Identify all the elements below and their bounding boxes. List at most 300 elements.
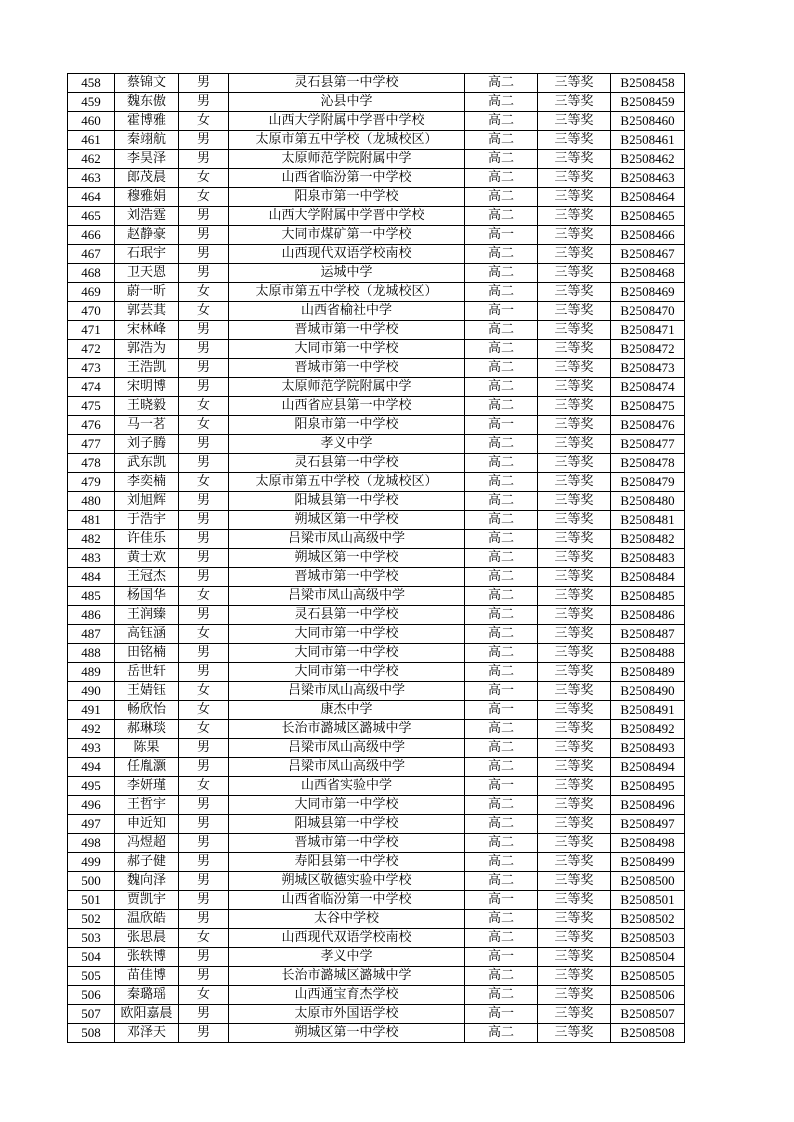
school-cell: 灵石县第一中学校 (229, 606, 465, 625)
table-row (68, 283, 685, 302)
school-cell: 太原市第五中学校（龙城校区） (229, 283, 465, 302)
certificate-id-cell: B2508464 (611, 188, 685, 207)
award-table-body (68, 74, 685, 1043)
student-name-cell: 畅欣怡 (115, 701, 179, 720)
award-level-cell: 三等奖 (538, 587, 611, 606)
school-cell: 大同市第一中学校 (229, 644, 465, 663)
row-number-cell: 483 (68, 549, 115, 568)
grade-cell: 高二 (465, 910, 538, 929)
row-number-cell: 462 (68, 150, 115, 169)
award-level-cell: 三等奖 (538, 967, 611, 986)
certificate-id-cell: B2508482 (611, 530, 685, 549)
school-cell: 山西大学附属中学晋中学校 (229, 112, 465, 131)
student-name-cell: 李奕楠 (115, 473, 179, 492)
award-level-cell: 三等奖 (538, 302, 611, 321)
certificate-id-cell: B2508507 (611, 1005, 685, 1024)
school-cell: 灵石县第一中学校 (229, 74, 465, 93)
table-row (68, 948, 685, 967)
row-number-cell: 488 (68, 644, 115, 663)
row-number-cell: 486 (68, 606, 115, 625)
table-row (68, 150, 685, 169)
student-name-cell: 温欣皓 (115, 910, 179, 929)
certificate-id-cell: B2508487 (611, 625, 685, 644)
award-level-cell: 三等奖 (538, 568, 611, 587)
gender-cell: 男 (179, 264, 229, 283)
row-number-cell: 487 (68, 625, 115, 644)
student-name-cell: 田铭楠 (115, 644, 179, 663)
certificate-id-cell: B2508466 (611, 226, 685, 245)
student-name-cell: 陈果 (115, 739, 179, 758)
table-row (68, 188, 685, 207)
row-number-cell: 458 (68, 74, 115, 93)
table-row (68, 872, 685, 891)
school-cell: 孝义中学 (229, 948, 465, 967)
gender-cell: 女 (179, 929, 229, 948)
table-row (68, 397, 685, 416)
gender-cell: 女 (179, 587, 229, 606)
row-number-cell: 476 (68, 416, 115, 435)
row-number-cell: 507 (68, 1005, 115, 1024)
grade-cell: 高二 (465, 739, 538, 758)
certificate-id-cell: B2508476 (611, 416, 685, 435)
row-number-cell: 480 (68, 492, 115, 511)
award-level-cell: 三等奖 (538, 492, 611, 511)
gender-cell: 男 (179, 891, 229, 910)
award-level-cell: 三等奖 (538, 397, 611, 416)
certificate-id-cell: B2508499 (611, 853, 685, 872)
gender-cell: 男 (179, 549, 229, 568)
table-row (68, 891, 685, 910)
row-number-cell: 475 (68, 397, 115, 416)
award-level-cell: 三等奖 (538, 777, 611, 796)
grade-cell: 高二 (465, 511, 538, 530)
school-cell: 山西现代双语学校南校 (229, 245, 465, 264)
school-cell: 太原市外国语学校 (229, 1005, 465, 1024)
award-level-cell: 三等奖 (538, 473, 611, 492)
gender-cell: 女 (179, 112, 229, 131)
student-name-cell: 王润臻 (115, 606, 179, 625)
school-cell: 太原师范学院附属中学 (229, 150, 465, 169)
award-table (67, 73, 685, 1043)
certificate-id-cell: B2508475 (611, 397, 685, 416)
certificate-id-cell: B2508462 (611, 150, 685, 169)
row-number-cell: 474 (68, 378, 115, 397)
gender-cell: 男 (179, 321, 229, 340)
school-cell: 晋城市第一中学校 (229, 321, 465, 340)
student-name-cell: 杨国华 (115, 587, 179, 606)
school-cell: 沁县中学 (229, 93, 465, 112)
table-row (68, 245, 685, 264)
table-row (68, 644, 685, 663)
row-number-cell: 496 (68, 796, 115, 815)
award-level-cell: 三等奖 (538, 1024, 611, 1043)
school-cell: 吕梁市凤山高级中学 (229, 587, 465, 606)
row-number-cell: 498 (68, 834, 115, 853)
table-row (68, 625, 685, 644)
table-row (68, 378, 685, 397)
grade-cell: 高二 (465, 549, 538, 568)
certificate-id-cell: B2508492 (611, 720, 685, 739)
certificate-id-cell: B2508480 (611, 492, 685, 511)
grade-cell: 高二 (465, 872, 538, 891)
table-row (68, 549, 685, 568)
gender-cell: 男 (179, 454, 229, 473)
gender-cell: 男 (179, 758, 229, 777)
row-number-cell: 468 (68, 264, 115, 283)
school-cell: 晋城市第一中学校 (229, 834, 465, 853)
award-list-sheet (67, 73, 685, 1043)
school-cell: 吕梁市凤山高级中学 (229, 530, 465, 549)
gender-cell: 女 (179, 625, 229, 644)
school-cell: 太原市第五中学校（龙城校区） (229, 473, 465, 492)
award-level-cell: 三等奖 (538, 93, 611, 112)
school-cell: 大同市第一中学校 (229, 663, 465, 682)
row-number-cell: 503 (68, 929, 115, 948)
table-row (68, 492, 685, 511)
gender-cell: 男 (179, 492, 229, 511)
grade-cell: 高二 (465, 264, 538, 283)
award-level-cell: 三等奖 (538, 131, 611, 150)
certificate-id-cell: B2508463 (611, 169, 685, 188)
award-level-cell: 三等奖 (538, 226, 611, 245)
table-row (68, 454, 685, 473)
student-name-cell: 卫天恩 (115, 264, 179, 283)
student-name-cell: 欧阳嘉晨 (115, 1005, 179, 1024)
certificate-id-cell: B2508473 (611, 359, 685, 378)
certificate-id-cell: B2508503 (611, 929, 685, 948)
table-row (68, 74, 685, 93)
student-name-cell: 贾凯宇 (115, 891, 179, 910)
row-number-cell: 494 (68, 758, 115, 777)
gender-cell: 男 (179, 739, 229, 758)
school-cell: 山西通宝育杰学校 (229, 986, 465, 1005)
row-number-cell: 504 (68, 948, 115, 967)
grade-cell: 高二 (465, 929, 538, 948)
school-cell: 朔城区第一中学校 (229, 511, 465, 530)
table-row (68, 359, 685, 378)
grade-cell: 高二 (465, 454, 538, 473)
certificate-id-cell: B2508461 (611, 131, 685, 150)
school-cell: 大同市第一中学校 (229, 625, 465, 644)
student-name-cell: 郭浩为 (115, 340, 179, 359)
award-level-cell: 三等奖 (538, 321, 611, 340)
student-name-cell: 李昊泽 (115, 150, 179, 169)
gender-cell: 女 (179, 283, 229, 302)
grade-cell: 高二 (465, 530, 538, 549)
certificate-id-cell: B2508472 (611, 340, 685, 359)
row-number-cell: 466 (68, 226, 115, 245)
award-level-cell: 三等奖 (538, 416, 611, 435)
table-row (68, 682, 685, 701)
gender-cell: 男 (179, 530, 229, 549)
grade-cell: 高二 (465, 986, 538, 1005)
grade-cell: 高二 (465, 150, 538, 169)
school-cell: 太原师范学院附属中学 (229, 378, 465, 397)
student-name-cell: 郎茂晨 (115, 169, 179, 188)
award-level-cell: 三等奖 (538, 150, 611, 169)
row-number-cell: 501 (68, 891, 115, 910)
certificate-id-cell: B2508481 (611, 511, 685, 530)
student-name-cell: 宋林峰 (115, 321, 179, 340)
row-number-cell: 485 (68, 587, 115, 606)
award-level-cell: 三等奖 (538, 435, 611, 454)
table-row (68, 131, 685, 150)
award-level-cell: 三等奖 (538, 758, 611, 777)
grade-cell: 高二 (465, 321, 538, 340)
grade-cell: 高二 (465, 625, 538, 644)
row-number-cell: 472 (68, 340, 115, 359)
school-cell: 阳城县第一中学校 (229, 492, 465, 511)
student-name-cell: 王冠杰 (115, 568, 179, 587)
certificate-id-cell: B2508479 (611, 473, 685, 492)
table-row (68, 321, 685, 340)
student-name-cell: 秦翊航 (115, 131, 179, 150)
student-name-cell: 申近知 (115, 815, 179, 834)
award-level-cell: 三等奖 (538, 929, 611, 948)
award-level-cell: 三等奖 (538, 948, 611, 967)
row-number-cell: 461 (68, 131, 115, 150)
student-name-cell: 马一茗 (115, 416, 179, 435)
student-name-cell: 刘浩霆 (115, 207, 179, 226)
row-number-cell: 459 (68, 93, 115, 112)
gender-cell: 女 (179, 720, 229, 739)
student-name-cell: 郝子健 (115, 853, 179, 872)
table-row (68, 112, 685, 131)
row-number-cell: 495 (68, 777, 115, 796)
gender-cell: 男 (179, 815, 229, 834)
grade-cell: 高二 (465, 853, 538, 872)
certificate-id-cell: B2508484 (611, 568, 685, 587)
grade-cell: 高二 (465, 796, 538, 815)
school-cell: 山西现代双语学校南校 (229, 929, 465, 948)
award-level-cell: 三等奖 (538, 530, 611, 549)
grade-cell: 高一 (465, 226, 538, 245)
gender-cell: 男 (179, 93, 229, 112)
school-cell: 山西省应县第一中学校 (229, 397, 465, 416)
gender-cell: 男 (179, 834, 229, 853)
award-level-cell: 三等奖 (538, 207, 611, 226)
school-cell: 阳泉市第一中学校 (229, 188, 465, 207)
award-level-cell: 三等奖 (538, 739, 611, 758)
table-row (68, 416, 685, 435)
gender-cell: 男 (179, 796, 229, 815)
student-name-cell: 赵静豪 (115, 226, 179, 245)
table-row (68, 796, 685, 815)
row-number-cell: 479 (68, 473, 115, 492)
row-number-cell: 477 (68, 435, 115, 454)
school-cell: 山西省临汾第一中学校 (229, 891, 465, 910)
table-row (68, 473, 685, 492)
student-name-cell: 苗佳博 (115, 967, 179, 986)
award-level-cell: 三等奖 (538, 1005, 611, 1024)
grade-cell: 高二 (465, 169, 538, 188)
row-number-cell: 489 (68, 663, 115, 682)
award-level-cell: 三等奖 (538, 701, 611, 720)
table-row (68, 986, 685, 1005)
row-number-cell: 478 (68, 454, 115, 473)
certificate-id-cell: B2508460 (611, 112, 685, 131)
student-name-cell: 魏东傲 (115, 93, 179, 112)
award-level-cell: 三等奖 (538, 549, 611, 568)
gender-cell: 男 (179, 435, 229, 454)
table-row (68, 511, 685, 530)
school-cell: 阳城县第一中学校 (229, 815, 465, 834)
student-name-cell: 魏向泽 (115, 872, 179, 891)
award-level-cell: 三等奖 (538, 644, 611, 663)
table-row (68, 587, 685, 606)
school-cell: 太原市第五中学校（龙城校区） (229, 131, 465, 150)
certificate-id-cell: B2508465 (611, 207, 685, 226)
grade-cell: 高一 (465, 416, 538, 435)
grade-cell: 高二 (465, 473, 538, 492)
student-name-cell: 于浩宇 (115, 511, 179, 530)
row-number-cell: 482 (68, 530, 115, 549)
award-level-cell: 三等奖 (538, 264, 611, 283)
student-name-cell: 王浩凯 (115, 359, 179, 378)
award-level-cell: 三等奖 (538, 454, 611, 473)
gender-cell: 男 (179, 226, 229, 245)
student-name-cell: 郭芸萁 (115, 302, 179, 321)
row-number-cell: 460 (68, 112, 115, 131)
student-name-cell: 刘旭辉 (115, 492, 179, 511)
certificate-id-cell: B2508496 (611, 796, 685, 815)
table-row (68, 777, 685, 796)
student-name-cell: 石珉宇 (115, 245, 179, 264)
grade-cell: 高二 (465, 397, 538, 416)
student-name-cell: 张思晨 (115, 929, 179, 948)
student-name-cell: 宋明博 (115, 378, 179, 397)
award-level-cell: 三等奖 (538, 283, 611, 302)
certificate-id-cell: B2508470 (611, 302, 685, 321)
table-row (68, 264, 685, 283)
gender-cell: 男 (179, 568, 229, 587)
school-cell: 山西大学附属中学晋中学校 (229, 207, 465, 226)
certificate-id-cell: B2508490 (611, 682, 685, 701)
gender-cell: 男 (179, 359, 229, 378)
table-row (68, 815, 685, 834)
table-row (68, 568, 685, 587)
grade-cell: 高一 (465, 1005, 538, 1024)
row-number-cell: 493 (68, 739, 115, 758)
gender-cell: 男 (179, 872, 229, 891)
school-cell: 朔城区第一中学校 (229, 1024, 465, 1043)
award-level-cell: 三等奖 (538, 853, 611, 872)
award-level-cell: 三等奖 (538, 511, 611, 530)
gender-cell: 男 (179, 245, 229, 264)
row-number-cell: 471 (68, 321, 115, 340)
school-cell: 太谷中学校 (229, 910, 465, 929)
table-row (68, 169, 685, 188)
grade-cell: 高一 (465, 682, 538, 701)
school-cell: 吕梁市凤山高级中学 (229, 682, 465, 701)
row-number-cell: 467 (68, 245, 115, 264)
certificate-id-cell: B2508493 (611, 739, 685, 758)
grade-cell: 高二 (465, 131, 538, 150)
school-cell: 晋城市第一中学校 (229, 568, 465, 587)
table-row (68, 910, 685, 929)
gender-cell: 女 (179, 473, 229, 492)
certificate-id-cell: B2508504 (611, 948, 685, 967)
certificate-id-cell: B2508489 (611, 663, 685, 682)
table-row (68, 720, 685, 739)
certificate-id-cell: B2508494 (611, 758, 685, 777)
table-row (68, 435, 685, 454)
award-level-cell: 三等奖 (538, 815, 611, 834)
certificate-id-cell: B2508491 (611, 701, 685, 720)
grade-cell: 高二 (465, 587, 538, 606)
gender-cell: 男 (179, 207, 229, 226)
certificate-id-cell: B2508483 (611, 549, 685, 568)
student-name-cell: 邓泽天 (115, 1024, 179, 1043)
grade-cell: 高二 (465, 93, 538, 112)
student-name-cell: 郝琳琰 (115, 720, 179, 739)
gender-cell: 男 (179, 1005, 229, 1024)
certificate-id-cell: B2508469 (611, 283, 685, 302)
table-row (68, 302, 685, 321)
grade-cell: 高二 (465, 74, 538, 93)
certificate-id-cell: B2508474 (611, 378, 685, 397)
school-cell: 运城中学 (229, 264, 465, 283)
grade-cell: 高二 (465, 815, 538, 834)
certificate-id-cell: B2508500 (611, 872, 685, 891)
row-number-cell: 463 (68, 169, 115, 188)
row-number-cell: 500 (68, 872, 115, 891)
award-level-cell: 三等奖 (538, 188, 611, 207)
row-number-cell: 464 (68, 188, 115, 207)
student-name-cell: 冯煜超 (115, 834, 179, 853)
row-number-cell: 502 (68, 910, 115, 929)
grade-cell: 高二 (465, 378, 538, 397)
grade-cell: 高二 (465, 663, 538, 682)
grade-cell: 高二 (465, 492, 538, 511)
table-row (68, 929, 685, 948)
award-level-cell: 三等奖 (538, 891, 611, 910)
award-level-cell: 三等奖 (538, 682, 611, 701)
certificate-id-cell: B2508498 (611, 834, 685, 853)
school-cell: 康杰中学 (229, 701, 465, 720)
gender-cell: 女 (179, 397, 229, 416)
certificate-id-cell: B2508497 (611, 815, 685, 834)
gender-cell: 男 (179, 131, 229, 150)
award-level-cell: 三等奖 (538, 663, 611, 682)
school-cell: 阳泉市第一中学校 (229, 416, 465, 435)
award-level-cell: 三等奖 (538, 910, 611, 929)
grade-cell: 高二 (465, 435, 538, 454)
gender-cell: 男 (179, 910, 229, 929)
row-number-cell: 505 (68, 967, 115, 986)
award-level-cell: 三等奖 (538, 378, 611, 397)
student-name-cell: 霍博雅 (115, 112, 179, 131)
table-row (68, 1024, 685, 1043)
grade-cell: 高二 (465, 112, 538, 131)
certificate-id-cell: B2508488 (611, 644, 685, 663)
gender-cell: 女 (179, 416, 229, 435)
student-name-cell: 张轶博 (115, 948, 179, 967)
grade-cell: 高二 (465, 283, 538, 302)
certificate-id-cell: B2508506 (611, 986, 685, 1005)
table-row (68, 834, 685, 853)
student-name-cell: 岳世轩 (115, 663, 179, 682)
award-level-cell: 三等奖 (538, 340, 611, 359)
grade-cell: 高二 (465, 606, 538, 625)
student-name-cell: 任胤灏 (115, 758, 179, 777)
gender-cell: 男 (179, 511, 229, 530)
gender-cell: 女 (179, 701, 229, 720)
row-number-cell: 465 (68, 207, 115, 226)
row-number-cell: 492 (68, 720, 115, 739)
school-cell: 大同市第一中学校 (229, 796, 465, 815)
school-cell: 吕梁市凤山高级中学 (229, 739, 465, 758)
